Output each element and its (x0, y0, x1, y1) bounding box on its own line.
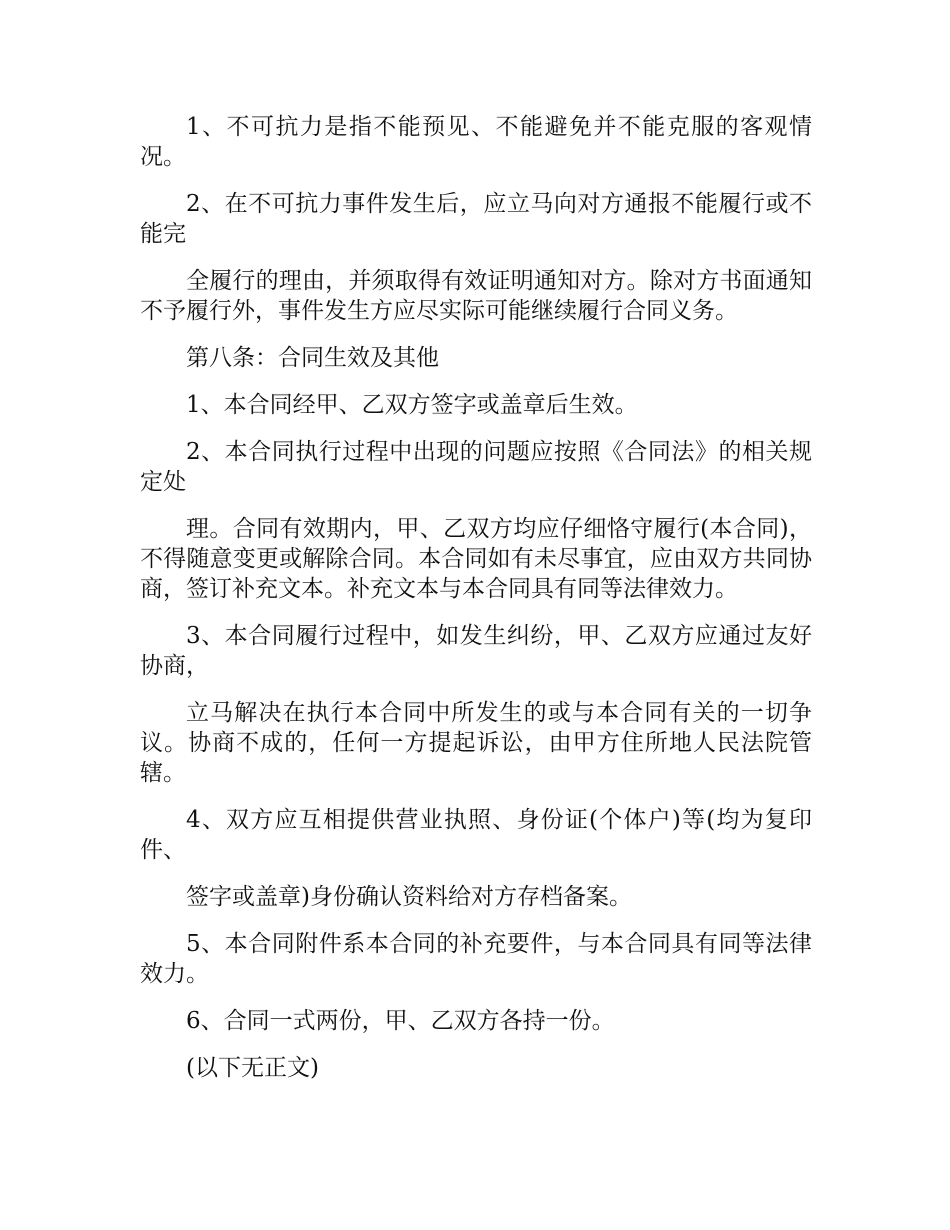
paragraph-documents-archive: 签字或盖章)身份确认资料给对方存档备案。 (186, 884, 632, 910)
paragraph-dispute-resolution: 立马解决在执行本合同中所发生的或与本合同有关的一切争议。协商不成的，任何一方提起诉讼，由甲方住所地人民法院管辖。 (140, 700, 812, 786)
paragraph-attachments: 5、本合同附件系本合同的补充要件，与本合同具有同等法律效力。 (140, 931, 812, 987)
paragraph-force-majeure-definition: 1、不可抗力是指不能预见、不能避免并不能克服的客观情况。 (140, 114, 812, 170)
paragraph-effectiveness: 1、本合同经甲、乙双方签字或盖章后生效。 (186, 392, 638, 418)
paragraph-end-of-text: (以下无正文) (186, 1055, 319, 1081)
paragraph-force-majeure-notice: 2、在不可抗力事件发生后，应立马向对方通报不能履行或不能完 (140, 191, 812, 247)
section-heading-article-eight: 第八条：合同生效及其他 (186, 345, 439, 371)
paragraph-issue-handling: 2、本合同执行过程中出现的问题应按照《合同法》的相关规定处 (140, 439, 812, 495)
paragraph-documents-exchange: 4、双方应互相提供营业执照、身份证(个体户)等(均为复印件、 (140, 807, 812, 863)
paragraph-validity-period: 理。合同有效期内，甲、乙双方均应仔细恪守履行(本合同)，不得随意变更或解除合同。本合同如有未尽事宜，应由双方共同协商，签订补充文本。补充文本与本合同具有同等法律效力。 (140, 516, 812, 602)
paragraph-dispute: 3、本合同履行过程中，如发生纠纷，甲、乙双方应通过友好协商， (140, 623, 812, 679)
paragraph-force-majeure-proof: 全履行的理由，并须取得有效证明通知对方。除对方书面通知不予履行外，事件发生方应尽实际可能继续履行合同义务。 (140, 268, 812, 324)
document-body (140, 112, 812, 1100)
paragraph-copies: 6、合同一式两份，甲、乙双方各持一份。 (186, 1008, 615, 1034)
